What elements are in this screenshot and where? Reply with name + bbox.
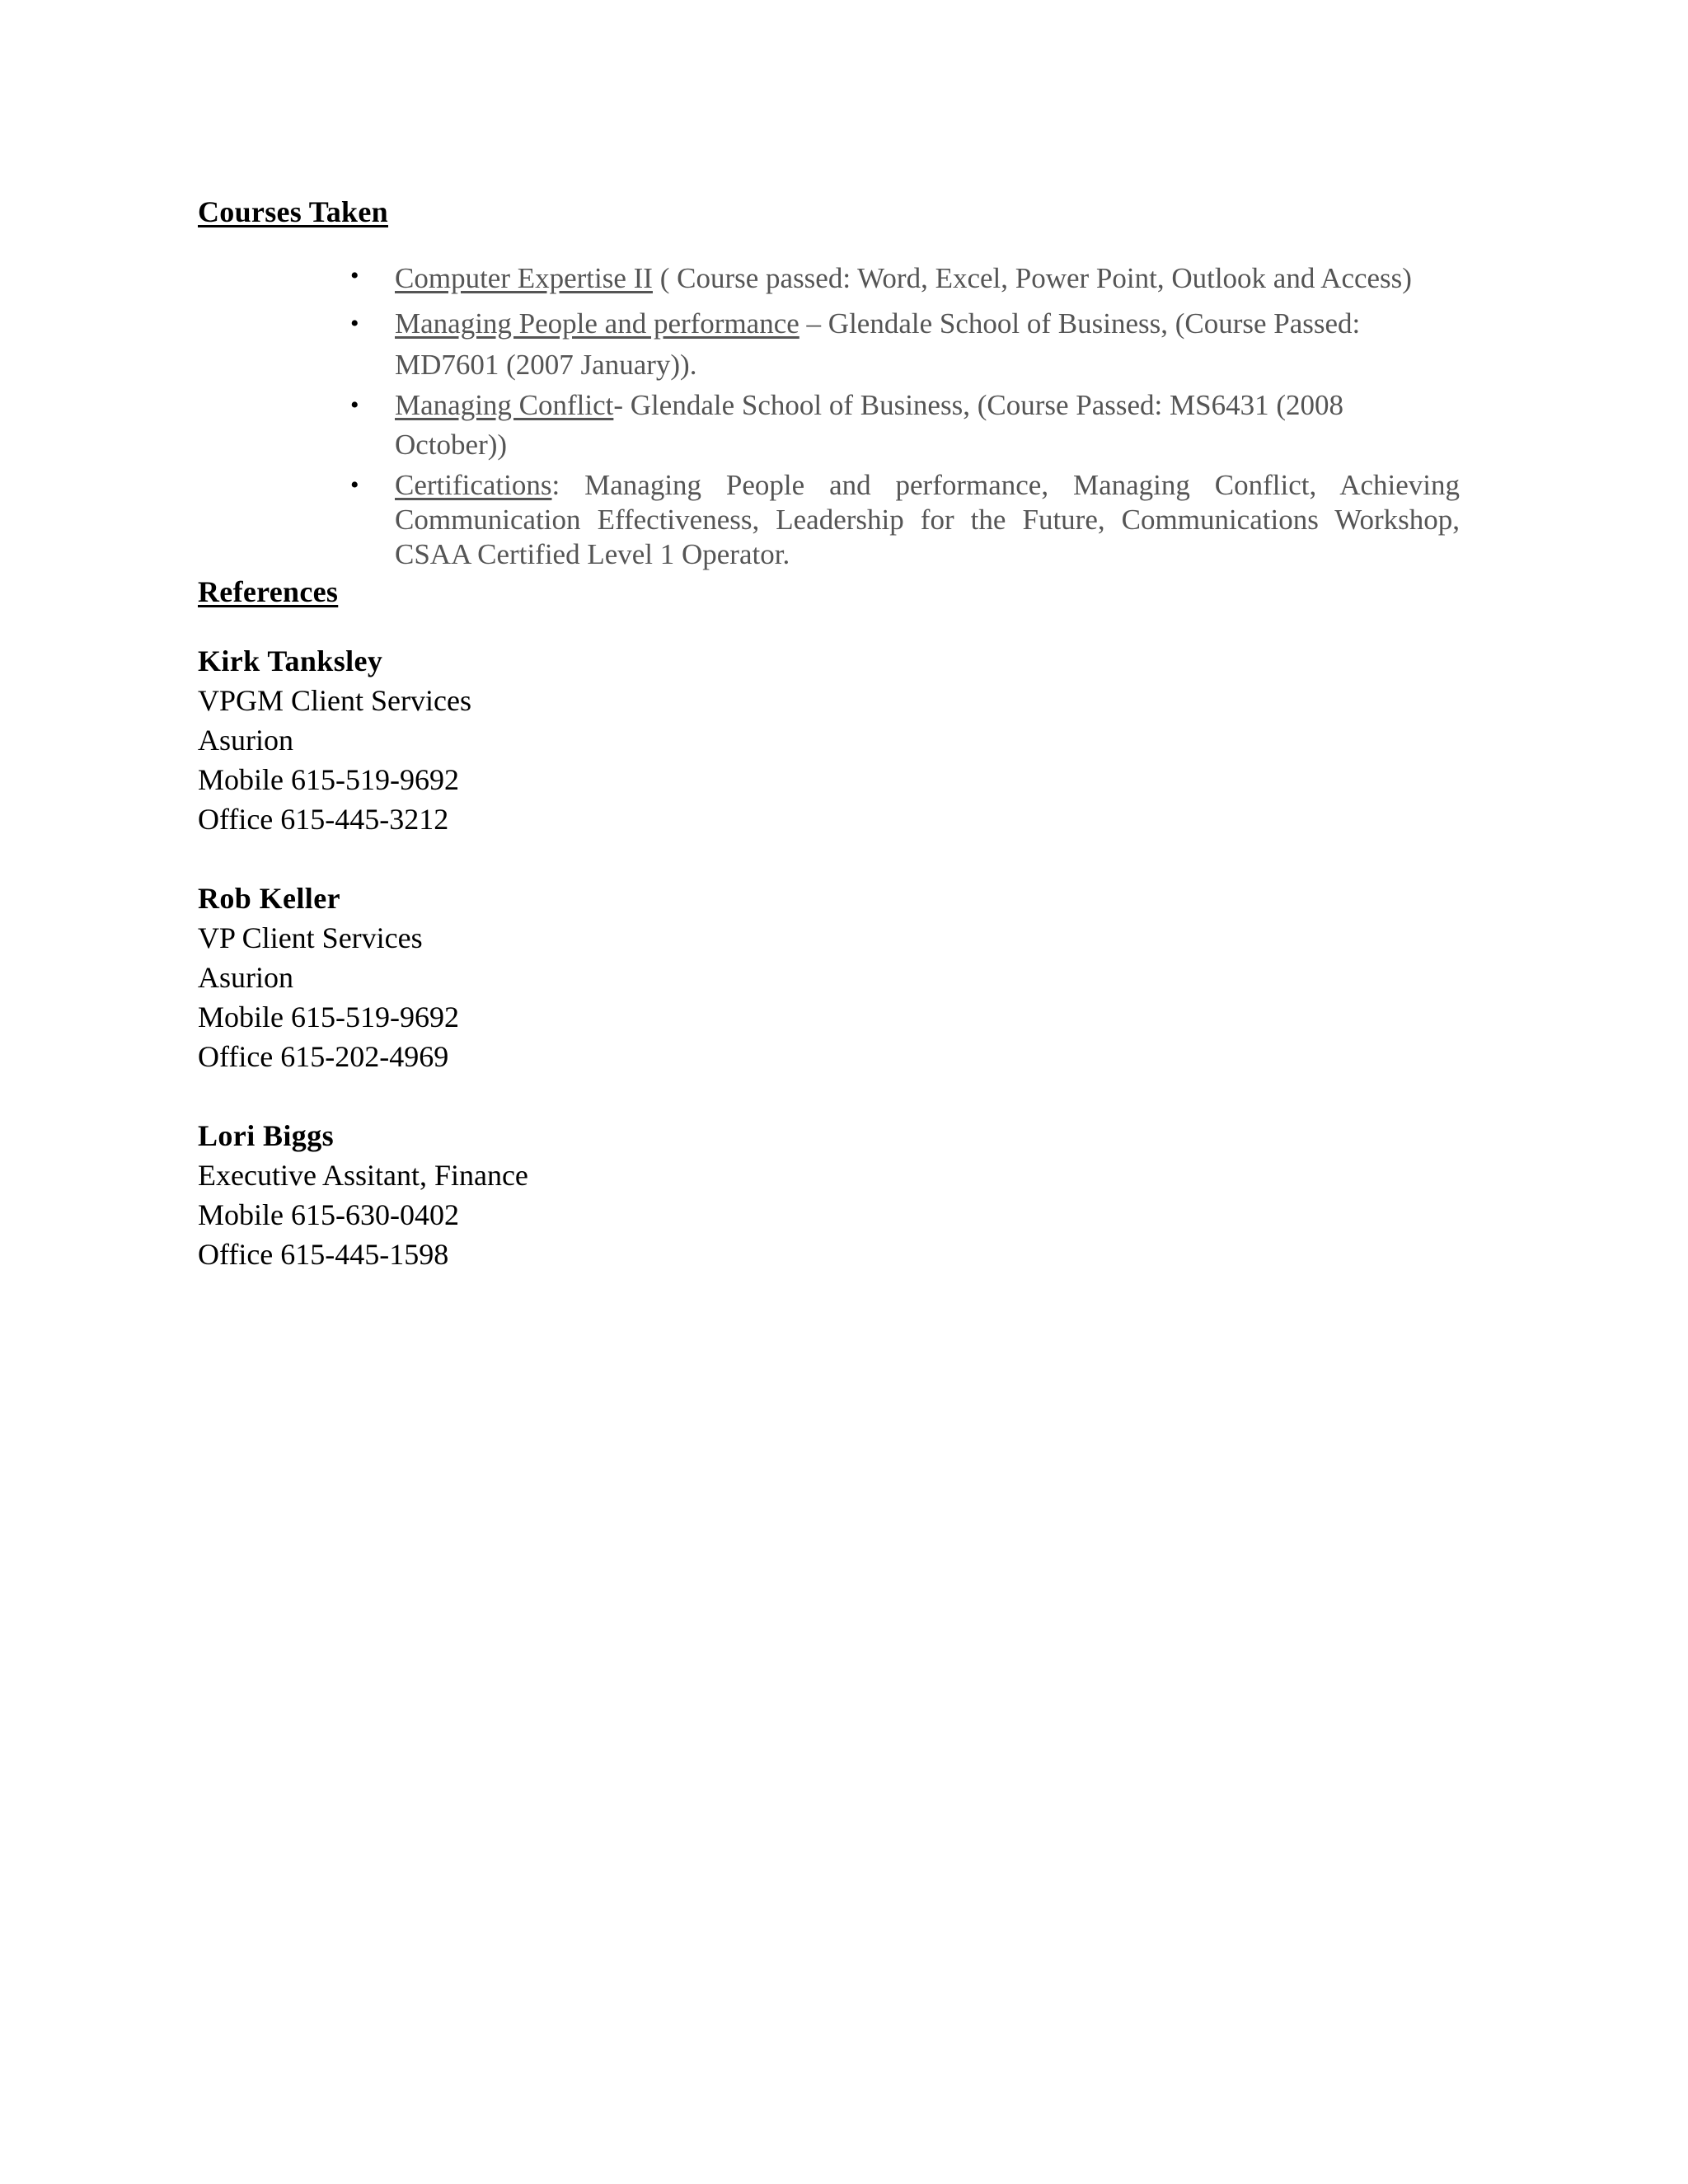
course-name: Computer Expertise II — [395, 262, 653, 294]
course-name: Certifications — [395, 469, 552, 501]
reference-office: Office 615-445-1598 — [198, 1238, 449, 1271]
course-name: Managing People and performance — [395, 307, 799, 340]
reference-entry — [198, 641, 471, 839]
reference-office: Office 615-445-3212 — [198, 803, 449, 836]
reference-title: VP Client Services — [198, 921, 423, 954]
reference-title: VPGM Client Services — [198, 684, 471, 717]
reference-mobile: Mobile 615-519-9692 — [198, 763, 459, 796]
reference-office: Office 615-202-4969 — [198, 1040, 449, 1073]
bullet-icon: • — [350, 262, 359, 289]
course-item — [350, 303, 1425, 386]
reference-title: Executive Assitant, Finance — [198, 1159, 528, 1192]
reference-company: Asurion — [198, 724, 293, 757]
bullet-icon: • — [350, 391, 359, 419]
course-item — [350, 386, 1425, 465]
reference-name: Rob Keller — [198, 882, 340, 915]
courses-taken-heading: Courses Taken — [198, 195, 388, 228]
course-item — [350, 468, 1460, 572]
course-detail: : Managing People and performance, Managing Conflict, Achieving Communication Effectiveness, Leadership for the Future, Communications Workshop, CSAA Certified Level 1 Operator. — [395, 469, 1460, 570]
references-heading: References — [198, 575, 339, 608]
course-detail: - Glendale School of Business, (Course Passed: MS6431 (2008 October)) — [395, 389, 1344, 461]
bullet-icon: • — [350, 310, 359, 337]
course-detail: ( Course passed: Word, Excel, Power Point, Outlook and Access) — [652, 262, 1412, 294]
bullet-icon: • — [350, 471, 359, 499]
reference-entry — [198, 1116, 528, 1274]
reference-name: Kirk Tanksley — [198, 644, 383, 677]
reference-mobile: Mobile 615-519-9692 — [198, 1001, 459, 1033]
course-item — [350, 262, 1466, 295]
reference-company: Asurion — [198, 961, 293, 994]
course-detail: – Glendale School of Business, (Course Passed: MD7601 (2007 January)). — [395, 307, 1361, 381]
reference-mobile: Mobile 615-630-0402 — [198, 1198, 459, 1231]
reference-name: Lori Biggs — [198, 1119, 335, 1152]
course-name: Managing Conflict — [395, 389, 614, 421]
reference-entry — [198, 879, 459, 1076]
